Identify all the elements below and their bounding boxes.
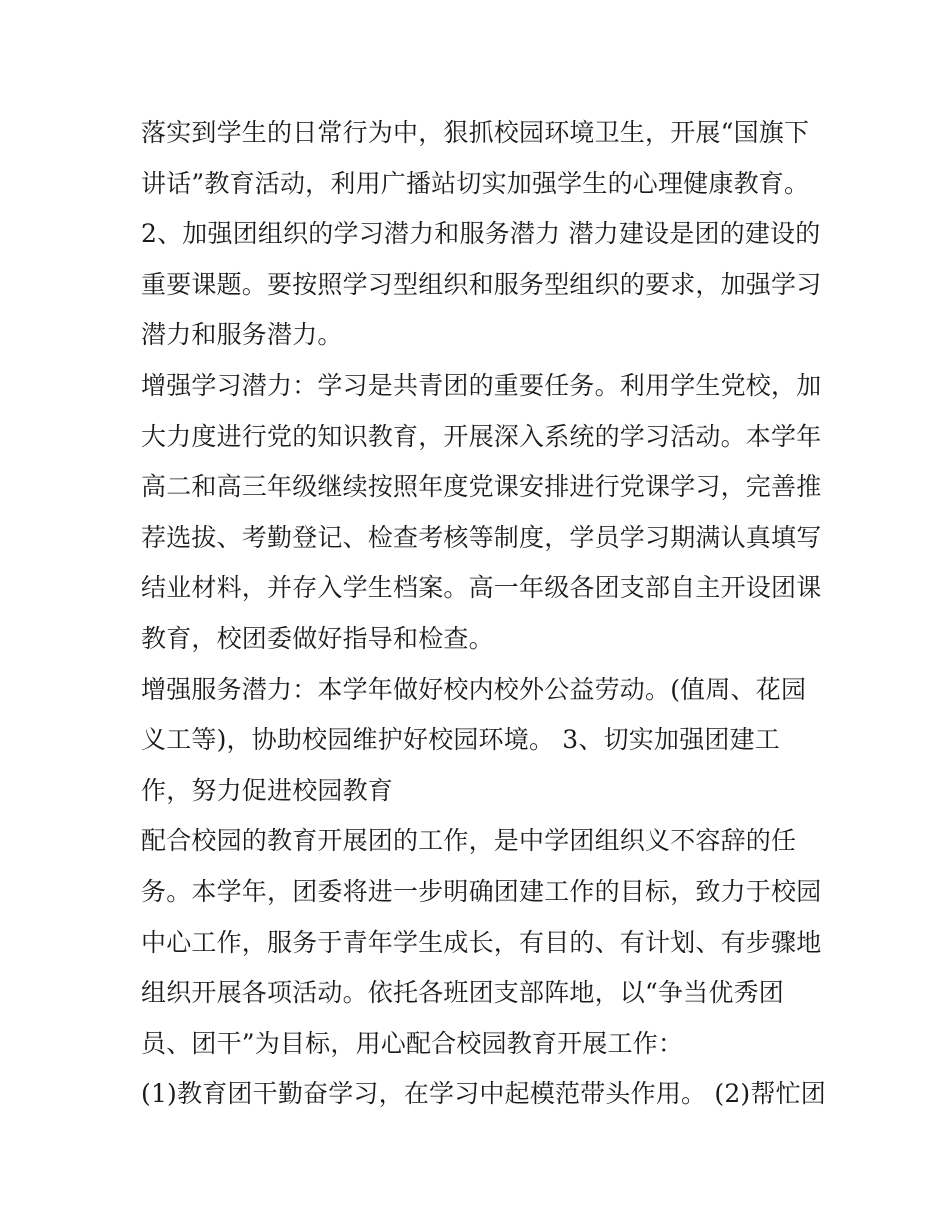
- text-line: 组织开展各项活动。依托各班团支部阵地，以“争当优秀团: [141, 978, 784, 1008]
- text-line: 作，努力促进校园教育: [141, 775, 394, 805]
- text-line: 重要课题。要按照学习型组织和服务型组织的要求，加强学习: [141, 269, 822, 299]
- text-line: 潜力和服务潜力。: [141, 320, 343, 350]
- text-line: 增强服务潜力：本学年做好校内校外公益劳动。(值周、花园: [141, 674, 807, 704]
- text-line: 中心工作，服务于青年学生成长，有目的、有计划、有步骤地: [141, 927, 822, 957]
- text-line: 大力度进行党的知识教育，开展深入系统的学习活动。本学年: [141, 421, 822, 451]
- text-line: 务。本学年，团委将进一步明确团建工作的目标，致力于校园: [141, 876, 822, 906]
- document-body: [141, 108, 826, 1120]
- text-line: 荐选拔、考勤登记、检查考核等制度，学员学习期满认真填写: [141, 522, 822, 552]
- text-line: 教育，校团委做好指导和检查。: [141, 623, 494, 653]
- text-line: (1)教育团干勤奋学习，在学习中起模范带头作用。 (2)帮忙团: [141, 1079, 826, 1109]
- text-line: 2、加强团组织的学习潜力和服务潜力 潜力建设是团的建设的: [141, 219, 821, 249]
- text-line: 增强学习潜力：学习是共青团的重要任务。利用学生党校，加: [141, 370, 822, 400]
- text-line: 落实到学生的日常行为中，狠抓校园环境卫生，开展“国旗下: [141, 118, 810, 147]
- text-line: 配合校园的教育开展团的工作，是中学团组织义不容辞的任: [141, 826, 797, 856]
- text-line: 讲话”教育活动，利用广播站切实加强学生的心理健康教育。: [141, 168, 810, 198]
- text-line: 员、团干”为目标，用心配合校园教育开展工作：: [141, 1028, 684, 1058]
- text-line: 结业材料，并存入学生档案。高一年级各团支部自主开设团课: [141, 573, 822, 603]
- text-line: 高二和高三年级继续按照年度党课安排进行党课学习，完善推: [141, 472, 822, 502]
- text-line: 义工等)，协助校园维护好校园环境。 3、切实加强团建工: [141, 725, 781, 755]
